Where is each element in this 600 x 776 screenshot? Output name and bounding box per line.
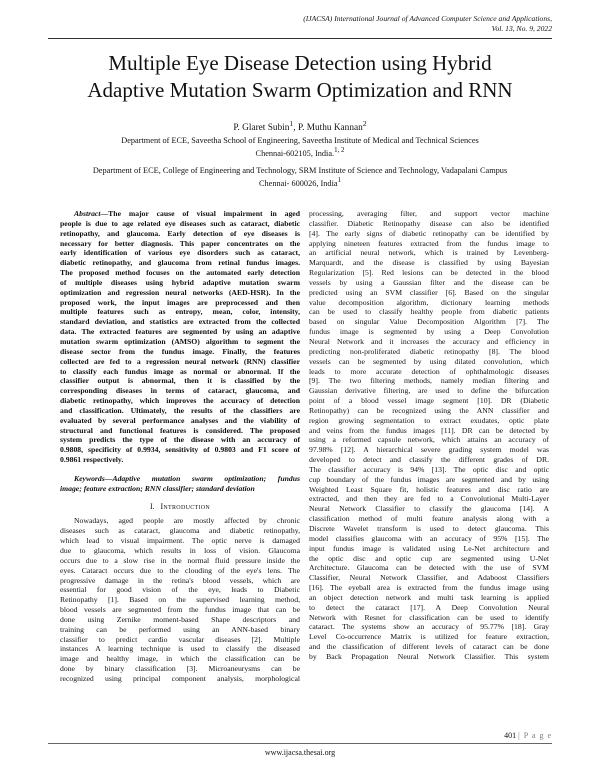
title-line-1: Multiple Eye Disease Detection using Hybrid <box>108 51 492 75</box>
introduction-left-text <box>60 516 300 683</box>
text-line: system predicts the type of the disease with an accuracy of <box>60 435 300 445</box>
text-line: developed to detect and classify the different grades of DR. <box>309 455 549 465</box>
text-line: early identification of various eye disorders such as cataract, <box>60 248 300 258</box>
text-line: structural and functional features is considered. The proposed <box>60 425 300 435</box>
text-line: Level Co-occurrence Matrix is utilized for feature extraction, <box>309 632 549 642</box>
text-line: extracted, and then they are fed to a Convolutional Multi-Layer <box>309 494 549 504</box>
text-line: Marquardt, and the disease is classified by using Bayesian <box>309 258 549 268</box>
text-line: Weighted Least Square fit, holistic features and disc ratio are <box>309 484 549 494</box>
author-1-sup: 1 <box>289 119 294 128</box>
section-title: Introduction <box>160 501 211 511</box>
author-list: P. Glaret Subin$^1$, P. Muthu Kannan$^2$ <box>233 119 367 134</box>
text-line: Retinopathy [1]. Based on the supervised learning method, <box>60 595 300 605</box>
text-line: Regularization [5]. Red lesions can be detected in the blood <box>309 268 549 278</box>
text-line: standard deviation, and statistics are extracted from the collected <box>60 317 300 327</box>
text-line: people is due to age related eye diseases such as cataract, diabetic <box>60 218 300 228</box>
footer-rule <box>48 743 552 744</box>
author-2: P. Muthu Kannan <box>297 123 363 134</box>
text-line: 0.9808, specificity of 0.9934, sensitivity of 0.9803 and F1 score of <box>60 445 300 455</box>
text-line: applying nineteen features extracted from the fundus image to <box>309 238 549 248</box>
journal-header <box>192 14 552 33</box>
text-line: necessary for better diagnosis. This paper concentrates on the <box>60 238 300 248</box>
text-line: diabetic retinopathy, and glaucoma from retinal fundus images. <box>60 258 300 268</box>
abstract <box>60 209 300 465</box>
abstract-label: Abstract— <box>74 209 109 218</box>
text-line: disease sector from the fundus image. Finally, the features <box>60 346 300 356</box>
affiliation-2-line-2: Chennai- 600026, India$^1$ <box>258 177 342 189</box>
text-line: Neural Network and it increases the accuracy and efficiency in <box>309 336 549 346</box>
text-line: an object detection network and multi task learning is applied <box>309 592 549 602</box>
text-line: diseases such as cataract, glaucoma and diabetic retinopathy, <box>60 526 300 536</box>
text-line: Retinopathy) can be recognized using the ANN classifier and <box>309 405 549 415</box>
text-line: [9]. The two filtering methods, namely median filtering and <box>309 376 549 386</box>
page-number-value: 401 <box>504 731 517 740</box>
text-line: instances A learning technique is used to classify the diseased <box>60 644 300 654</box>
text-line: done by binary classification [3]. Microaneurysms can be <box>60 664 300 674</box>
text-line: to classify each fundus image as normal or abnormal. If the <box>60 366 300 376</box>
text-line: point of a blood vessel image segment [10]. DR (Diabetic <box>309 396 549 406</box>
text-line: classification method of multi feature analysis along with a <box>309 514 549 524</box>
text-line: using a reformed capsule network, which attains an accuracy of <box>309 435 549 445</box>
text-line: image and healthy image, in which the classification can be <box>60 654 300 664</box>
text-line: corresponding diseases in terms of cataract, glaucoma, and <box>60 386 300 396</box>
text-line: based on singular Value Decomposition Algorithm [7]. The <box>309 317 549 327</box>
text-line: Nowadays, aged people are mostly affected by chronic <box>74 516 300 526</box>
affiliation-1-line-1: Department of ECE, Saveetha School of Engineering, Saveetha Institute of Medical and Technical Sciences <box>121 136 479 145</box>
text-line: of multiple diseases using hybrid adaptive mutation swarm <box>60 277 300 287</box>
text-line: Network with Resnet for classification can be used to identify <box>309 612 549 622</box>
text-line: Architecture. Glaucoma can be detected with the use of SVM <box>309 563 549 573</box>
text-line: Neural Network Classifier to classify the glaucoma [14]. A <box>309 504 549 514</box>
text-line: blood vessels are segmented from the fundus image that can be <box>60 605 300 615</box>
text-line: mutation swarm optimization (AMSO) algorithm to segment the <box>60 336 300 346</box>
text-line: and the classification of different levels of cataract can be done <box>309 642 549 652</box>
text-line: progressive damage in the retina's blood vessels, which are <box>60 575 300 585</box>
journal-volume: Vol. 13, No. 9, 2022 <box>491 23 552 33</box>
text-line: retinopathy, and glaucoma. Early detection of eye diseases is <box>60 228 300 238</box>
text-line: evaluated by several performance analyses and the viability of <box>60 415 300 425</box>
keywords-line: Keywords—Adaptive mutation swarm optimization; fundus <box>74 473 300 483</box>
page-number <box>504 731 552 740</box>
header-rule <box>48 38 552 39</box>
abstract-line: Abstract—The major cause of visual impairment in aged <box>74 209 300 218</box>
affiliation-1-line-2: Chennai-602105, India.$^{1, 2}$ <box>255 147 345 159</box>
text-line: to detect the cataract [17]. A Deep Convolution Neural <box>309 602 549 612</box>
text-line: model classifies glaucoma with an accuracy of 95% [15]. The <box>309 533 549 543</box>
author-2-sup: 2 <box>362 119 367 128</box>
text-line: due to glaucoma, which results in loss of vision. Glaucoma <box>60 546 300 555</box>
text-line: fundus image is segmented by using a Deep Convolution <box>309 327 549 337</box>
right-column <box>309 209 549 662</box>
text-line: The classifier accuracy is 94% [13]. The optic disc and optic <box>309 464 549 474</box>
text-line: eyes. Cataract occurs due to the clouding of the eye's lens. The <box>60 565 300 575</box>
text-line: The proposed method focuses on the automated early detection <box>60 268 300 278</box>
text-line: input fundus image is validated using Le-Net architecture and <box>309 543 549 553</box>
text-line: classifier output is abnormal, then it is classified by the <box>60 376 300 386</box>
text-line: data. The extracted features are segmented by using an adaptive <box>60 327 300 337</box>
text-line: cataract. The systems show an accuracy of 95.77% [18]. Gray <box>309 622 549 632</box>
text-line: cup boundary of the fundus images are segmented and by using <box>309 474 549 484</box>
text-line: 97.98% [12]. A hierarchical severe grading system model was <box>309 445 549 455</box>
text-line: and veins from the fundus images [11]. DR can be detected by <box>309 425 549 435</box>
author-1: P. Glaret Subin <box>233 123 290 134</box>
text-line: processing, averaging filter, and support vector machine <box>309 209 549 218</box>
text-line: predicted using an SVM classifier [6]. Based on the singular <box>309 287 549 297</box>
text-line: predicting non-proliferated diabetic retinopathy [8]. The blood <box>309 346 549 356</box>
text-line: proposed work, the input images are preprocessed and then <box>60 297 300 307</box>
introduction-right-text <box>309 209 549 662</box>
text-line: classifier to predict cardio vascular diseases [2]. Multiple <box>60 634 300 644</box>
text-line: training can be performed using an ANN-based binary <box>60 624 300 634</box>
text-line: which lead to visual impairment. The optic nerve is damaged <box>60 536 300 546</box>
text-line: done using Zernike moment-based Shape descriptors and <box>60 614 300 624</box>
text-line: leads to more accurate detection of ophthalmologic diseases <box>309 366 549 376</box>
text-line: multiple features such as entropy, mean, color, intensity, <box>60 307 300 317</box>
keywords-label: Keywords— <box>74 473 113 483</box>
journal-url: www.ijacsa.thesai.org <box>264 748 336 757</box>
affiliation-2 <box>40 166 560 190</box>
text-line: can be used to classify healthy people from diabetic patients <box>309 307 549 317</box>
journal-name: (IJACSA) International Journal of Advanced Computer Science and Applications, <box>303 14 552 23</box>
text-line: essential for good vision of the eye, leads to Diabetic <box>60 585 300 595</box>
paper-title <box>48 50 552 104</box>
text-line: Gaussian derivative filtering, are used to define the bifurcation <box>309 386 549 396</box>
text-line: [4]. The early signs of diabetic retinopathy can be identified by <box>309 228 549 238</box>
text-line: value decomposition algorithm, dictionary learning methods <box>309 297 549 307</box>
section-heading-introduction <box>60 502 300 512</box>
text-line: vessels can be segmented by using dilated convolution, which <box>309 356 549 366</box>
text-line: Classifier, Neural Network Classifier, and Adaboost Classifiers <box>309 573 549 583</box>
keywords <box>60 474 300 494</box>
text-line: recognized using principal component analysis, morphological <box>60 673 300 683</box>
text-line: 0.9861 respectively. <box>60 455 124 465</box>
left-column <box>60 209 300 684</box>
text-line: optimization and regression neural networks (AED-HSR). In the <box>60 287 300 297</box>
section-number: I. <box>149 501 155 511</box>
text-line: an artificial neural network, which is trained by Levenberg- <box>309 248 549 258</box>
text-line: collected are fed to a regression neural network (RNN) classifier <box>60 356 300 366</box>
text-line: vessels by using a Gaussian filter and the disease can be <box>309 277 549 287</box>
keywords-line: image; feature extraction; RNN classifier; standard deviation <box>60 483 255 493</box>
text-line: by Back Propagation Neural Network Classifier. This system <box>309 651 549 661</box>
text-line: Discrete Wavelet transform is used to detect glaucoma. This <box>309 524 549 533</box>
page-label: | P a g e <box>518 731 552 740</box>
affiliation-1 <box>40 136 560 160</box>
text-line: diabetic retinopathy, which improves the accuracy of detection <box>60 396 300 406</box>
text-line: occurs due to a slow rise in the normal fluid pressure inside the <box>60 555 300 565</box>
text-line: region growing segmentation to extract exudates, optic plate <box>309 415 549 425</box>
affiliation-2-line-1: Department of ECE, College of Engineering and Technology, SRM Institute of Science and Technology, Vadapalani Campus <box>92 166 508 175</box>
text-line: and classification. Ultimately, the results of the classifiers are <box>60 405 300 415</box>
title-line-2: Adaptive Mutation Swarm Optimization and RNN <box>87 78 513 102</box>
text-line: [16]. The eyeball area is extracted from the fundus image using <box>309 583 549 593</box>
text-line: classifier. Diabetic Retinopathy disease can also be identified <box>309 218 549 228</box>
text-line: the optic disc and optic cup are segmented using U-Net <box>309 553 549 563</box>
